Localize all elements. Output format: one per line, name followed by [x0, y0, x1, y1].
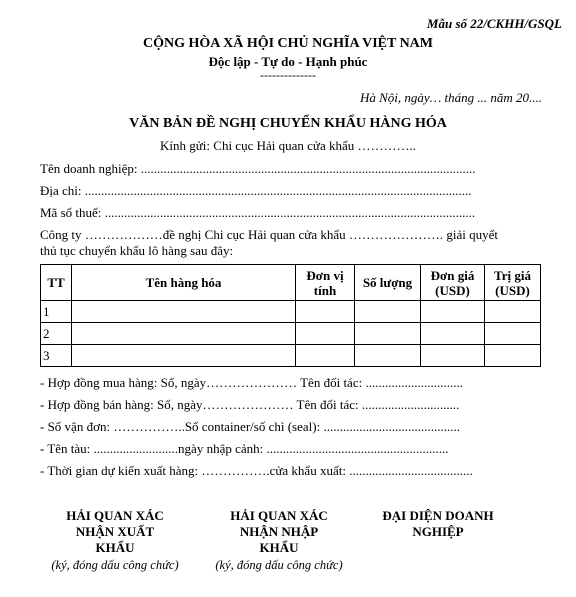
request-line-1: Công ty ………………đề nghị Chi cục Hải quan cửa khẩu …………………. giải quyết — [40, 227, 499, 242]
table-row — [41, 345, 541, 367]
enterprise-signature — [376, 508, 500, 540]
table-row — [41, 301, 541, 323]
cell-unit-price[interactable] — [421, 301, 485, 323]
col-header-unit-price: Đơn giá (USD) — [421, 265, 485, 301]
cell-goods-name[interactable] — [72, 301, 296, 323]
form-number: Mẫu số 22/CKHH/GSQL — [426, 16, 562, 31]
sales-contract-line: - Hợp đồng bán hàng: Số, ngày………………… Tên đối tác: .............................. — [40, 397, 460, 412]
request-line-2: thủ tục chuyển khẩu lô hàng sau đây: — [40, 243, 234, 258]
cell-unit[interactable] — [296, 301, 355, 323]
import-customs-signature — [204, 508, 354, 573]
export-customs-signature — [40, 508, 190, 573]
place-date: Hà Nội, ngày… tháng ... năm 20.... — [360, 90, 542, 105]
purchase-contract-line: - Hợp đồng mua hàng: Số, ngày………………… Tên đối tác: .............................. — [40, 375, 463, 390]
table-row — [41, 323, 541, 345]
national-motto: Độc lập - Tự do - Hạnh phúc — [208, 54, 368, 69]
export-customs-note: (ký, đóng dấu công chức) — [51, 558, 179, 572]
cell-quantity[interactable] — [355, 345, 421, 367]
export-time-line: - Thời gian dự kiến xuất hàng: …………….cửa khẩu xuất: ...................................... — [40, 463, 473, 478]
header-separator: -------------- — [260, 68, 316, 82]
cell-unit-price[interactable] — [421, 345, 485, 367]
goods-table — [40, 264, 541, 367]
col-header-goods-name: Tên hàng hóa — [72, 265, 296, 301]
cell-goods-name[interactable] — [72, 323, 296, 345]
col-header-quantity: Số lượng — [355, 265, 421, 301]
recipient-line: Kính gửi: Chi cục Hải quan cửa khẩu ………….. — [160, 138, 416, 153]
row-number: 3 — [41, 345, 72, 367]
table-header-row — [41, 265, 541, 301]
cell-unit[interactable] — [296, 323, 355, 345]
bill-of-lading-line: - Số vận đơn: ……………..Số container/số chì (seal): .......................................... — [40, 419, 460, 434]
cell-goods-name[interactable] — [72, 345, 296, 367]
export-customs-label: HẢI QUAN XÁC NHẬN XUẤT KHẨU — [66, 508, 164, 555]
cell-value[interactable] — [485, 301, 541, 323]
import-customs-note: (ký, đóng dấu công chức) — [215, 558, 343, 572]
cell-unit[interactable] — [296, 345, 355, 367]
cell-value[interactable] — [485, 323, 541, 345]
col-header-tt: TT — [41, 265, 72, 301]
enterprise-label: ĐẠI DIỆN DOANH NGHIỆP — [382, 508, 494, 539]
country-name: CỘNG HÒA XÃ HỘI CHỦ NGHĨA VIỆT NAM — [142, 36, 433, 51]
cell-quantity[interactable] — [355, 301, 421, 323]
vessel-line: - Tên tàu: ..........................ngày nhập cảnh: ........................................................ — [40, 441, 449, 456]
col-header-value: Trị giá (USD) — [485, 265, 541, 301]
cell-quantity[interactable] — [355, 323, 421, 345]
row-number: 2 — [41, 323, 72, 345]
cell-unit-price[interactable] — [421, 323, 485, 345]
cell-value[interactable] — [485, 345, 541, 367]
tax-code-line: Mã số thuế: .................................................................................................................. — [40, 205, 476, 220]
import-customs-label: HẢI QUAN XÁC NHẬN NHẬP KHẨU — [230, 508, 328, 555]
row-number: 1 — [41, 301, 72, 323]
address-line: Địa chỉ: ....................................................................................................................... — [40, 183, 472, 198]
col-header-unit: Đơn vị tính — [296, 265, 355, 301]
company-name-line: Tên doanh nghiệp: ....................................................................................................... — [40, 161, 476, 176]
document-title: VĂN BẢN ĐỀ NGHỊ CHUYỂN KHẨU HÀNG HÓA — [129, 116, 447, 131]
